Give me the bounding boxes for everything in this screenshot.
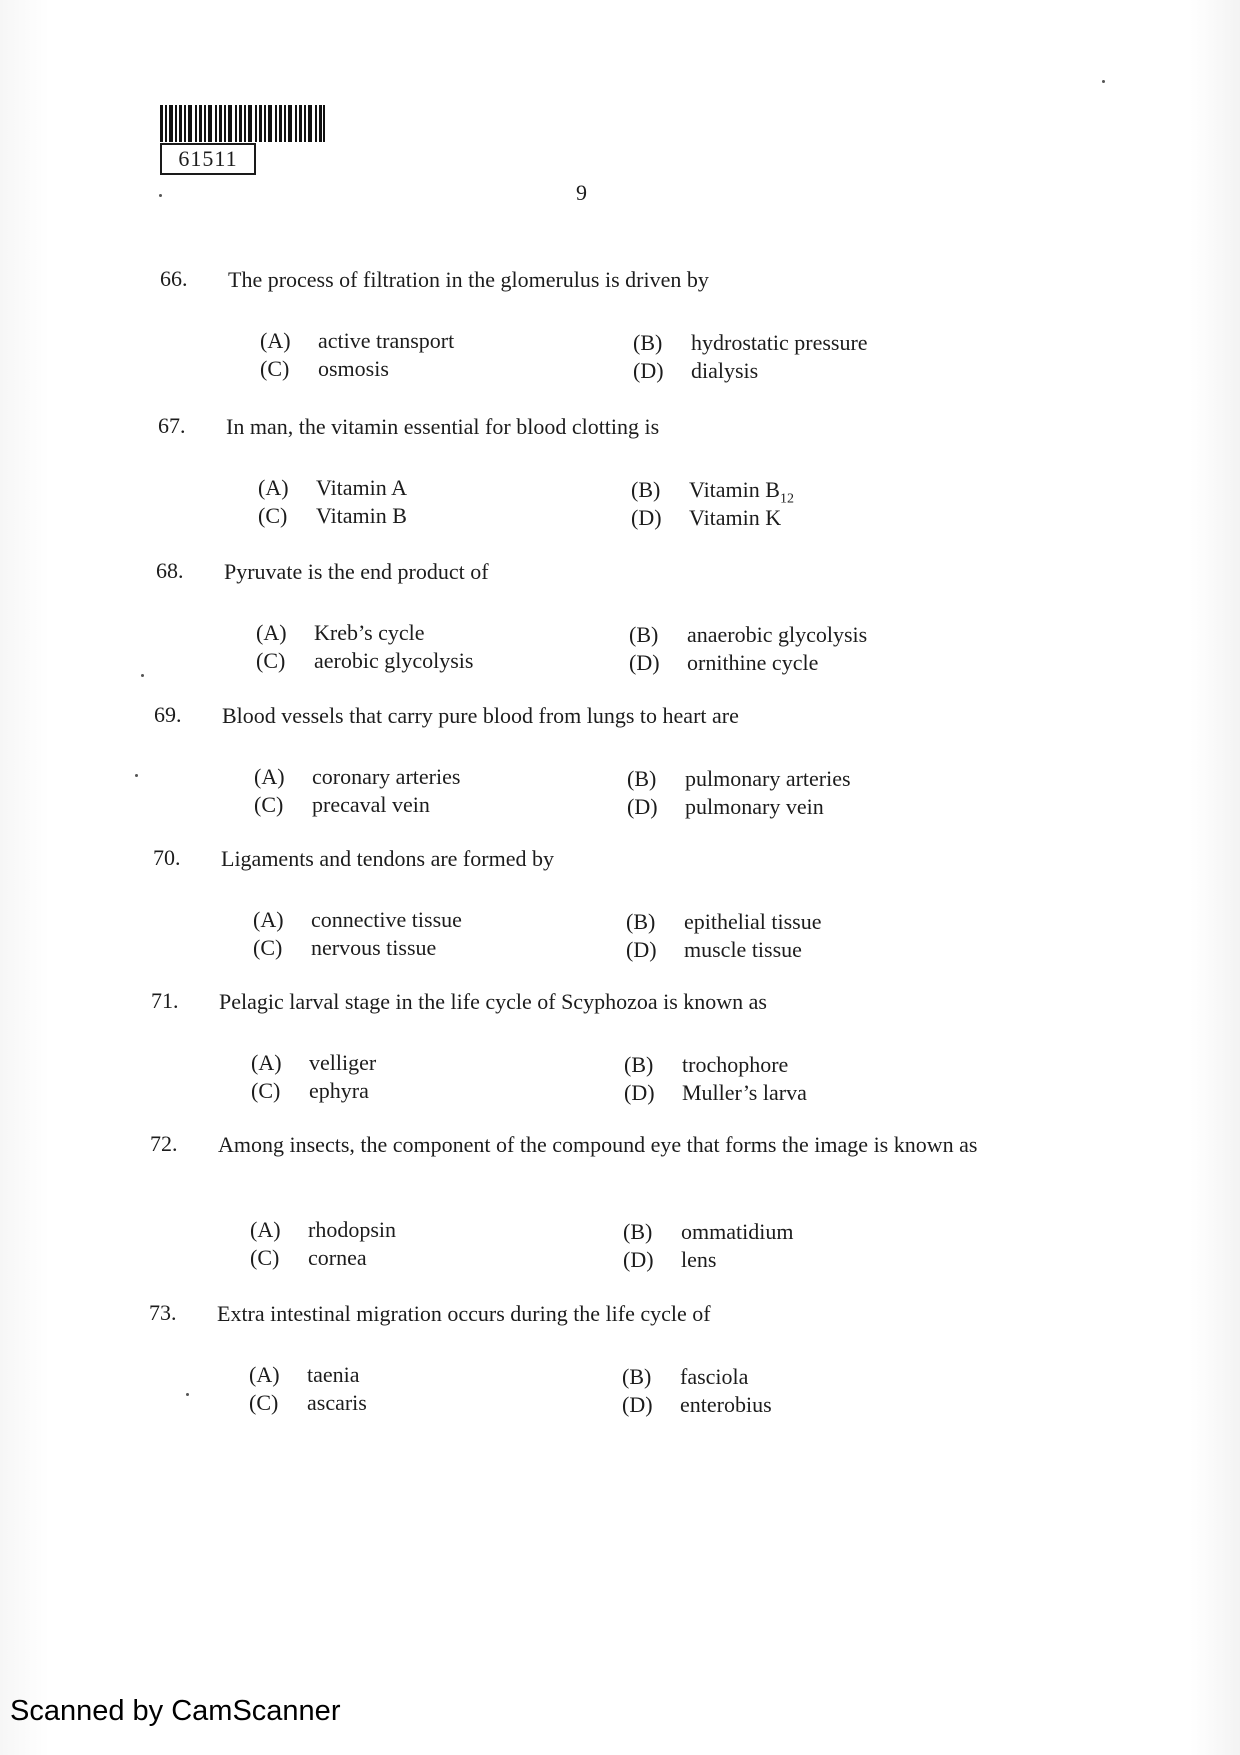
option-a: (A) velliger <box>251 1050 377 1075</box>
option-c: (C) Vitamin B <box>258 503 407 528</box>
question-number: 69. <box>154 702 182 727</box>
scan-speck <box>1102 80 1105 83</box>
page-number: 9 <box>576 180 587 205</box>
option-b: (B) ommatidium <box>623 1219 794 1244</box>
question-number: 73. <box>149 1300 177 1325</box>
scanner-watermark: Scanned by CamScanner <box>10 1695 341 1727</box>
option-d: (D) lens <box>623 1247 717 1272</box>
option-d: (D) pulmonary vein <box>627 794 824 819</box>
scan-speck <box>186 1393 189 1396</box>
option-b: (B) pulmonary arteries <box>627 766 851 791</box>
option-c: (C) osmosis <box>260 356 389 381</box>
option-d: (D) Vitamin K <box>631 505 782 530</box>
option-d: (D) ornithine cycle <box>629 650 819 675</box>
question-number: 71. <box>151 988 179 1013</box>
option-a: (A) rhodopsin <box>250 1217 396 1242</box>
option-d: (D) dialysis <box>633 358 759 383</box>
question-text: Among insects, the component of the compound eye that forms the image is known as <box>218 1132 978 1157</box>
question-text: Blood vessels that carry pure blood from lungs to heart are <box>222 703 739 728</box>
question-text: Pelagic larval stage in the life cycle of Scyphozoa is known as <box>219 989 767 1014</box>
scan-speck <box>141 674 144 677</box>
option-c: (C) nervous tissue <box>253 935 437 960</box>
option-a: (A) Vitamin A <box>258 475 407 500</box>
vitamin-b12-text: Vitamin $B_{12}$ <box>689 477 794 507</box>
option-c: (C) aerobic glycolysis <box>256 648 474 673</box>
option-c: (C) ascaris <box>249 1390 367 1415</box>
paper-code: 61511 <box>160 143 256 175</box>
scan-speck <box>135 774 138 777</box>
question-text: In man, the vitamin essential for blood clotting is <box>226 414 660 439</box>
question-text: Pyruvate is the end product of <box>224 559 489 584</box>
scan-speck <box>159 194 162 197</box>
option-b: (B) epithelial tissue <box>626 909 822 934</box>
option-b: (B) trochophore <box>624 1052 789 1077</box>
question-text: Ligaments and tendons are formed by <box>221 846 554 871</box>
option-a: (A) coronary arteries <box>254 764 461 789</box>
question-text: The process of filtration in the glomerulus is driven by <box>228 267 709 292</box>
question-number: 67. <box>158 413 186 438</box>
option-d: (D) muscle tissue <box>626 937 802 962</box>
question-text: Extra intestinal migration occurs during the life cycle of <box>217 1301 711 1326</box>
option-b: (B) hydrostatic pressure <box>633 330 868 355</box>
option-a: (A) active transport <box>260 328 455 353</box>
option-b: (B) fasciola <box>622 1364 749 1389</box>
option-c: (C) precaval vein <box>254 792 430 817</box>
option-d: (D) enterobius <box>622 1392 772 1417</box>
question-number: 70. <box>153 845 181 870</box>
option-d: (D) Muller’s larva <box>624 1080 807 1105</box>
option-a: (A) connective tissue <box>253 907 462 932</box>
question-number: 66. <box>160 266 188 291</box>
option-b: (B) anaerobic glycolysis <box>629 622 868 647</box>
option-a: (A) Kreb’s cycle <box>256 620 425 645</box>
question-number: 68. <box>156 558 184 583</box>
option-c: (C) ephyra <box>251 1078 369 1103</box>
question-number: 72. <box>150 1131 178 1156</box>
option-c: (C) cornea <box>250 1245 367 1270</box>
option-b: (B) Vitamin $B_{12}$ <box>631 477 794 507</box>
option-a: (A) taenia <box>249 1362 360 1387</box>
